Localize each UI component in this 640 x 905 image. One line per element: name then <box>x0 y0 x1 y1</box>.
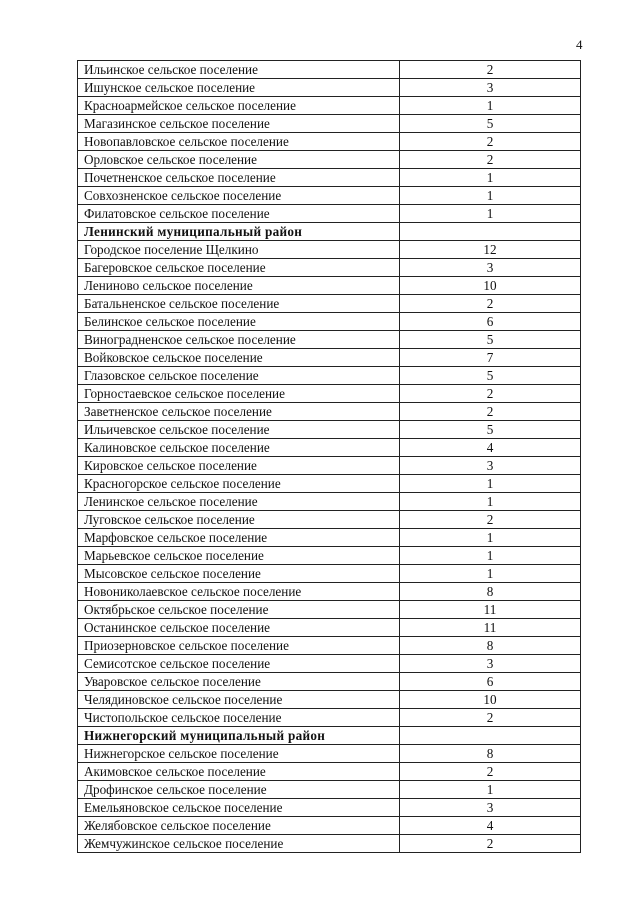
settlement-value: 2 <box>400 709 581 727</box>
settlement-value <box>400 223 581 241</box>
settlement-value: 5 <box>400 421 581 439</box>
settlement-name: Ильинское сельское поселение <box>78 61 400 79</box>
table-row <box>78 259 581 277</box>
settlement-name: Совхозненское сельское поселение <box>78 187 400 205</box>
settlement-value: 1 <box>400 565 581 583</box>
settlement-name: Челядиновское сельское поселение <box>78 691 400 709</box>
district-name: Нижнегорский муниципальный район <box>78 727 400 745</box>
table-row <box>78 511 581 529</box>
table-row <box>78 295 581 313</box>
settlement-value: 1 <box>400 781 581 799</box>
table-row <box>78 331 581 349</box>
table-row <box>78 583 581 601</box>
settlement-name: Виноградненское сельское поселение <box>78 331 400 349</box>
settlement-value: 6 <box>400 673 581 691</box>
section-header-row <box>78 223 581 241</box>
table-row <box>78 745 581 763</box>
settlement-name: Орловское сельское поселение <box>78 151 400 169</box>
table-row <box>78 601 581 619</box>
settlement-name: Уваровское сельское поселение <box>78 673 400 691</box>
settlement-name: Мысовское сельское поселение <box>78 565 400 583</box>
settlement-name: Ильичевское сельское поселение <box>78 421 400 439</box>
settlement-value: 2 <box>400 403 581 421</box>
settlement-value: 4 <box>400 439 581 457</box>
settlement-value: 12 <box>400 241 581 259</box>
table-row <box>78 61 581 79</box>
settlement-name: Городское поселение Щелкино <box>78 241 400 259</box>
district-name: Ленинский муниципальный район <box>78 223 400 241</box>
settlement-name: Красноармейское сельское поселение <box>78 97 400 115</box>
table-row <box>78 403 581 421</box>
settlement-value: 8 <box>400 583 581 601</box>
settlement-name: Красногорское сельское поселение <box>78 475 400 493</box>
settlement-value: 10 <box>400 691 581 709</box>
settlement-value: 11 <box>400 619 581 637</box>
table-row <box>78 475 581 493</box>
settlement-value: 5 <box>400 367 581 385</box>
settlement-value: 7 <box>400 349 581 367</box>
settlement-value: 3 <box>400 655 581 673</box>
settlement-name: Желябовское сельское поселение <box>78 817 400 835</box>
settlement-name: Батальненское сельское поселение <box>78 295 400 313</box>
table-row <box>78 763 581 781</box>
settlement-value: 10 <box>400 277 581 295</box>
settlement-value: 3 <box>400 799 581 817</box>
settlement-value: 2 <box>400 151 581 169</box>
table-row <box>78 817 581 835</box>
table-row <box>78 709 581 727</box>
settlement-value: 2 <box>400 295 581 313</box>
settlement-value: 3 <box>400 457 581 475</box>
settlement-value: 1 <box>400 493 581 511</box>
settlement-name: Приозерновское сельское поселение <box>78 637 400 655</box>
table-row <box>78 457 581 475</box>
settlement-name: Ленинское сельское поселение <box>78 493 400 511</box>
settlement-value: 4 <box>400 817 581 835</box>
settlement-value: 2 <box>400 763 581 781</box>
table-row <box>78 493 581 511</box>
settlement-name: Луговское сельское поселение <box>78 511 400 529</box>
settlement-name: Новониколаевское сельское поселение <box>78 583 400 601</box>
table-row <box>78 673 581 691</box>
settlement-value: 2 <box>400 133 581 151</box>
settlement-value: 6 <box>400 313 581 331</box>
table-body <box>78 61 581 853</box>
table-row <box>78 115 581 133</box>
settlement-value: 5 <box>400 331 581 349</box>
table-row <box>78 655 581 673</box>
settlement-value: 1 <box>400 529 581 547</box>
table-row <box>78 349 581 367</box>
settlement-name: Марьевское сельское поселение <box>78 547 400 565</box>
settlement-name: Емельяновское сельское поселение <box>78 799 400 817</box>
settlement-name: Глазовское сельское поселение <box>78 367 400 385</box>
settlement-name: Кировское сельское поселение <box>78 457 400 475</box>
table-row <box>78 835 581 853</box>
settlement-name: Нижнегорское сельское поселение <box>78 745 400 763</box>
table-row <box>78 421 581 439</box>
settlement-name: Багеровское сельское поселение <box>78 259 400 277</box>
settlement-value: 5 <box>400 115 581 133</box>
table-row <box>78 547 581 565</box>
settlement-name: Октябрьское сельское поселение <box>78 601 400 619</box>
settlement-name: Жемчужинское сельское поселение <box>78 835 400 853</box>
settlement-value: 2 <box>400 835 581 853</box>
settlement-value: 1 <box>400 547 581 565</box>
section-header-row <box>78 727 581 745</box>
settlement-value: 1 <box>400 187 581 205</box>
settlement-value: 3 <box>400 259 581 277</box>
settlement-name: Филатовское сельское поселение <box>78 205 400 223</box>
settlement-value: 1 <box>400 475 581 493</box>
table-row <box>78 97 581 115</box>
table-row <box>78 367 581 385</box>
table-row <box>78 151 581 169</box>
table-row <box>78 637 581 655</box>
settlement-value: 2 <box>400 511 581 529</box>
table-row <box>78 781 581 799</box>
table-row <box>78 241 581 259</box>
settlement-value <box>400 727 581 745</box>
settlement-name: Акимовское сельское поселение <box>78 763 400 781</box>
table-row <box>78 691 581 709</box>
settlement-name: Ишунское сельское поселение <box>78 79 400 97</box>
table-row <box>78 169 581 187</box>
page-number: 4 <box>576 37 583 52</box>
settlements-table <box>77 60 581 853</box>
settlement-value: 11 <box>400 601 581 619</box>
settlement-name: Новопавловское сельское поселение <box>78 133 400 151</box>
table-row <box>78 79 581 97</box>
settlement-value: 1 <box>400 169 581 187</box>
settlement-name: Войковское сельское поселение <box>78 349 400 367</box>
settlement-name: Марфовское сельское поселение <box>78 529 400 547</box>
settlement-name: Лениново сельское поселение <box>78 277 400 295</box>
settlement-name: Почетненское сельское поселение <box>78 169 400 187</box>
settlement-value: 8 <box>400 637 581 655</box>
settlement-name: Горностаевское сельское поселение <box>78 385 400 403</box>
table-row <box>78 277 581 295</box>
table-row <box>78 187 581 205</box>
table-row <box>78 619 581 637</box>
table-row <box>78 205 581 223</box>
settlement-name: Чистопольское сельское поселение <box>78 709 400 727</box>
settlement-name: Магазинское сельское поселение <box>78 115 400 133</box>
table-row <box>78 439 581 457</box>
settlement-name: Заветненское сельское поселение <box>78 403 400 421</box>
settlement-name: Дрофинское сельское поселение <box>78 781 400 799</box>
settlement-name: Калиновское сельское поселение <box>78 439 400 457</box>
table-row <box>78 529 581 547</box>
settlement-value: 1 <box>400 205 581 223</box>
settlement-value: 2 <box>400 385 581 403</box>
table-row <box>78 799 581 817</box>
settlement-name: Останинское сельское поселение <box>78 619 400 637</box>
table-row <box>78 385 581 403</box>
settlement-name: Белинское сельское поселение <box>78 313 400 331</box>
settlement-value: 1 <box>400 97 581 115</box>
table-row <box>78 133 581 151</box>
settlement-value: 3 <box>400 79 581 97</box>
table-row <box>78 565 581 583</box>
table-row <box>78 313 581 331</box>
settlement-value: 2 <box>400 61 581 79</box>
settlement-value: 8 <box>400 745 581 763</box>
settlement-name: Семисотское сельское поселение <box>78 655 400 673</box>
